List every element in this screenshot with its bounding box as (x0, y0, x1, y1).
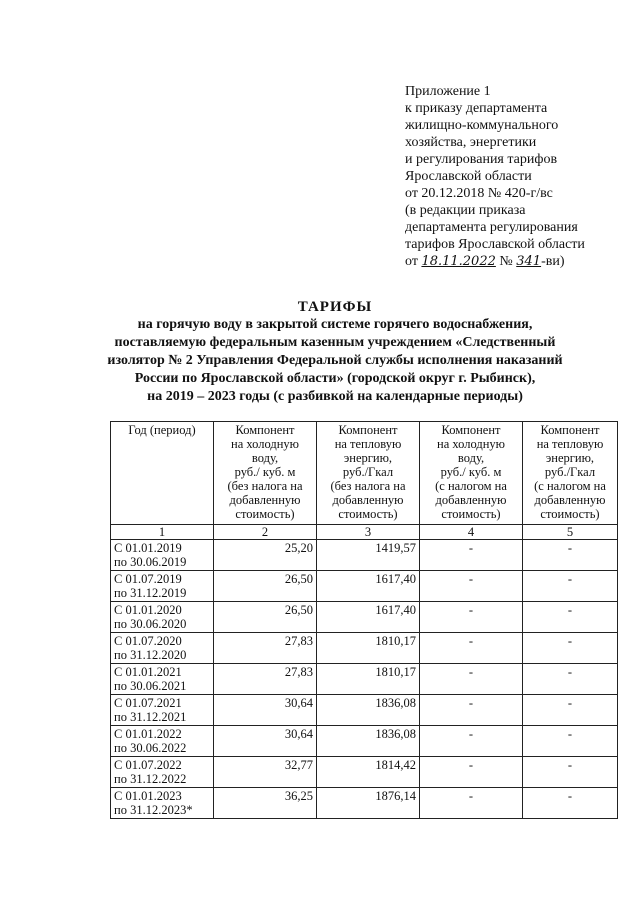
column-header-line: руб./Гкал (342, 465, 394, 479)
cold-water-vat-cell: - (420, 695, 523, 726)
column-header-line: добавленную (534, 493, 606, 507)
period-line: С 01.07.2020 (114, 634, 182, 648)
column-header-line: энергию, (343, 451, 393, 465)
column-header-line: Компонент (235, 423, 295, 437)
heat-energy-vat-cell: - (523, 602, 618, 633)
heat-energy-cell: 1810,17 (317, 633, 420, 664)
table-row (111, 571, 618, 602)
cold-water-vat-cell: - (420, 633, 523, 664)
period-line: по 31.12.2019 (114, 586, 187, 600)
cold-water-cell: 26,50 (214, 602, 317, 633)
title-line: России по Ярославской области» (городской округ г. Рыбинск), (134, 371, 536, 386)
column-header-line: на тепловую (334, 437, 402, 451)
column-number-row (111, 525, 618, 540)
column-header-line: на тепловую (536, 437, 604, 451)
heat-energy-cell: 1876,14 (317, 788, 420, 819)
column-header-line: Компонент (540, 423, 600, 437)
period-cell (111, 695, 214, 726)
heat-energy-cell: 1419,57 (317, 540, 420, 571)
table-row (111, 633, 618, 664)
cold-water-vat-cell: - (420, 788, 523, 819)
period-cell (111, 757, 214, 788)
table-row (111, 788, 618, 819)
appendix-line: от 20.12.2018 № 420-г/вс (405, 186, 553, 201)
column-header-line: воду, (457, 451, 485, 465)
period-line: по 31.12.2021 (114, 710, 187, 724)
column-header (111, 422, 214, 525)
period-line: С 01.01.2019 (114, 541, 182, 555)
cold-water-cell: 25,20 (214, 540, 317, 571)
appendix-line: (в редакции приказа (405, 203, 526, 218)
column-header-line: (без налога на (330, 479, 406, 493)
cold-water-cell: 30,64 (214, 726, 317, 757)
column-header-line: стоимость) (540, 507, 600, 521)
column-header-line: Компонент (441, 423, 501, 437)
column-header-line: руб./ куб. м (440, 465, 502, 479)
column-number: 2 (214, 525, 317, 540)
table-row (111, 540, 618, 571)
order-prefix: от (405, 254, 418, 269)
heat-energy-cell: 1836,08 (317, 695, 420, 726)
period-line: по 30.06.2020 (114, 617, 187, 631)
cold-water-vat-cell: - (420, 602, 523, 633)
order-number-label: № (499, 254, 513, 269)
document-title: ТАРИФЫ (297, 299, 373, 315)
column-header-line: энергию, (545, 451, 595, 465)
cold-water-vat-cell: - (420, 757, 523, 788)
document-title-block (40, 298, 630, 406)
heat-energy-cell: 1810,17 (317, 664, 420, 695)
heat-energy-cell: 1617,40 (317, 602, 420, 633)
period-line: С 01.07.2021 (114, 696, 182, 710)
column-header-line: стоимость) (338, 507, 398, 521)
column-header-line: воду, (251, 451, 279, 465)
period-line: С 01.01.2020 (114, 603, 182, 617)
cold-water-vat-cell: - (420, 540, 523, 571)
cold-water-cell: 36,25 (214, 788, 317, 819)
column-header-line: руб./ куб. м (234, 465, 296, 479)
column-header-line: (без налога на (227, 479, 303, 493)
period-line: С 01.01.2021 (114, 665, 182, 679)
appendix-line: жилищно-коммунального (405, 118, 559, 133)
period-cell (111, 540, 214, 571)
heat-energy-vat-cell: - (523, 571, 618, 602)
cold-water-vat-cell: - (420, 726, 523, 757)
period-line: С 01.07.2022 (114, 758, 182, 772)
header-row (111, 422, 618, 525)
period-cell (111, 664, 214, 695)
title-line: поставляемую федеральным казенным учреждением «Следственный (114, 335, 556, 350)
appendix-line: хозяйства, энергетики (405, 135, 537, 150)
heat-energy-vat-cell: - (523, 726, 618, 757)
column-number: 4 (420, 525, 523, 540)
period-line: по 30.06.2022 (114, 741, 187, 755)
heat-energy-vat-cell: - (523, 633, 618, 664)
period-cell (111, 633, 214, 664)
appendix-line: тарифов Ярославской области (405, 237, 585, 252)
column-header (317, 422, 420, 525)
column-header-line: на холодную (231, 437, 299, 451)
period-cell (111, 571, 214, 602)
appendix-line: Ярославской области (405, 169, 532, 184)
appendix-line: к приказу департамента (405, 101, 548, 116)
cold-water-cell: 27,83 (214, 633, 317, 664)
column-header-line: стоимость) (441, 507, 501, 521)
period-line: С 01.07.2019 (114, 572, 182, 586)
period-line: по 30.06.2021 (114, 679, 187, 693)
column-header-line: на холодную (437, 437, 505, 451)
column-header (523, 422, 618, 525)
heat-energy-vat-cell: - (523, 757, 618, 788)
order-reference-line (405, 253, 585, 270)
column-header-line: (с налогом на (435, 479, 507, 493)
period-line: по 31.12.2023* (114, 803, 193, 817)
column-header-line: (с налогом на (534, 479, 606, 493)
column-header-line: руб./Гкал (544, 465, 596, 479)
title-line: на горячую воду в закрытой системе горячего водоснабжения, (137, 317, 533, 332)
period-line: по 31.12.2020 (114, 648, 187, 662)
table-row (111, 726, 618, 757)
column-header-line: добавленную (435, 493, 507, 507)
tariffs-table (110, 421, 618, 819)
heat-energy-cell: 1814,42 (317, 757, 420, 788)
table-row (111, 695, 618, 726)
period-line: по 30.06.2019 (114, 555, 187, 569)
handwritten-date: 18.11.2022 (421, 254, 496, 269)
column-header-line: добавленную (332, 493, 404, 507)
appendix-line: Приложение 1 (405, 84, 491, 99)
column-header-line: Год (период) (128, 423, 196, 437)
appendix-line: и регулирования тарифов (405, 152, 558, 167)
heat-energy-vat-cell: - (523, 788, 618, 819)
column-header-line: стоимость) (235, 507, 295, 521)
cold-water-cell: 32,77 (214, 757, 317, 788)
heat-energy-vat-cell: - (523, 695, 618, 726)
cold-water-vat-cell: - (420, 571, 523, 602)
column-number: 5 (523, 525, 618, 540)
cold-water-cell: 30,64 (214, 695, 317, 726)
cold-water-cell: 26,50 (214, 571, 317, 602)
table-row (111, 757, 618, 788)
column-header (214, 422, 317, 525)
column-header (420, 422, 523, 525)
heat-energy-cell: 1617,40 (317, 571, 420, 602)
cold-water-vat-cell: - (420, 664, 523, 695)
period-cell (111, 726, 214, 757)
period-line: С 01.01.2022 (114, 727, 182, 741)
column-number: 1 (111, 525, 214, 540)
title-line: изолятор № 2 Управления Федеральной службы исполнения наказаний (107, 353, 563, 368)
period-cell (111, 788, 214, 819)
heat-energy-vat-cell: - (523, 540, 618, 571)
period-line: по 31.12.2022 (114, 772, 187, 786)
period-cell (111, 602, 214, 633)
heat-energy-cell: 1836,08 (317, 726, 420, 757)
appendix-block (405, 83, 585, 270)
column-number: 3 (317, 525, 420, 540)
appendix-line: департамента регулирования (405, 220, 578, 235)
table-row (111, 664, 618, 695)
table-row (111, 602, 618, 633)
period-line: С 01.01.2023 (114, 789, 182, 803)
handwritten-number: 341 (516, 254, 542, 269)
title-line: на 2019 – 2023 годы (с разбивкой на календарные периоды) (147, 389, 523, 404)
heat-energy-vat-cell: - (523, 664, 618, 695)
column-header-line: Компонент (338, 423, 398, 437)
column-header-line: добавленную (229, 493, 301, 507)
cold-water-cell: 27,83 (214, 664, 317, 695)
order-suffix: -ви) (541, 254, 565, 269)
